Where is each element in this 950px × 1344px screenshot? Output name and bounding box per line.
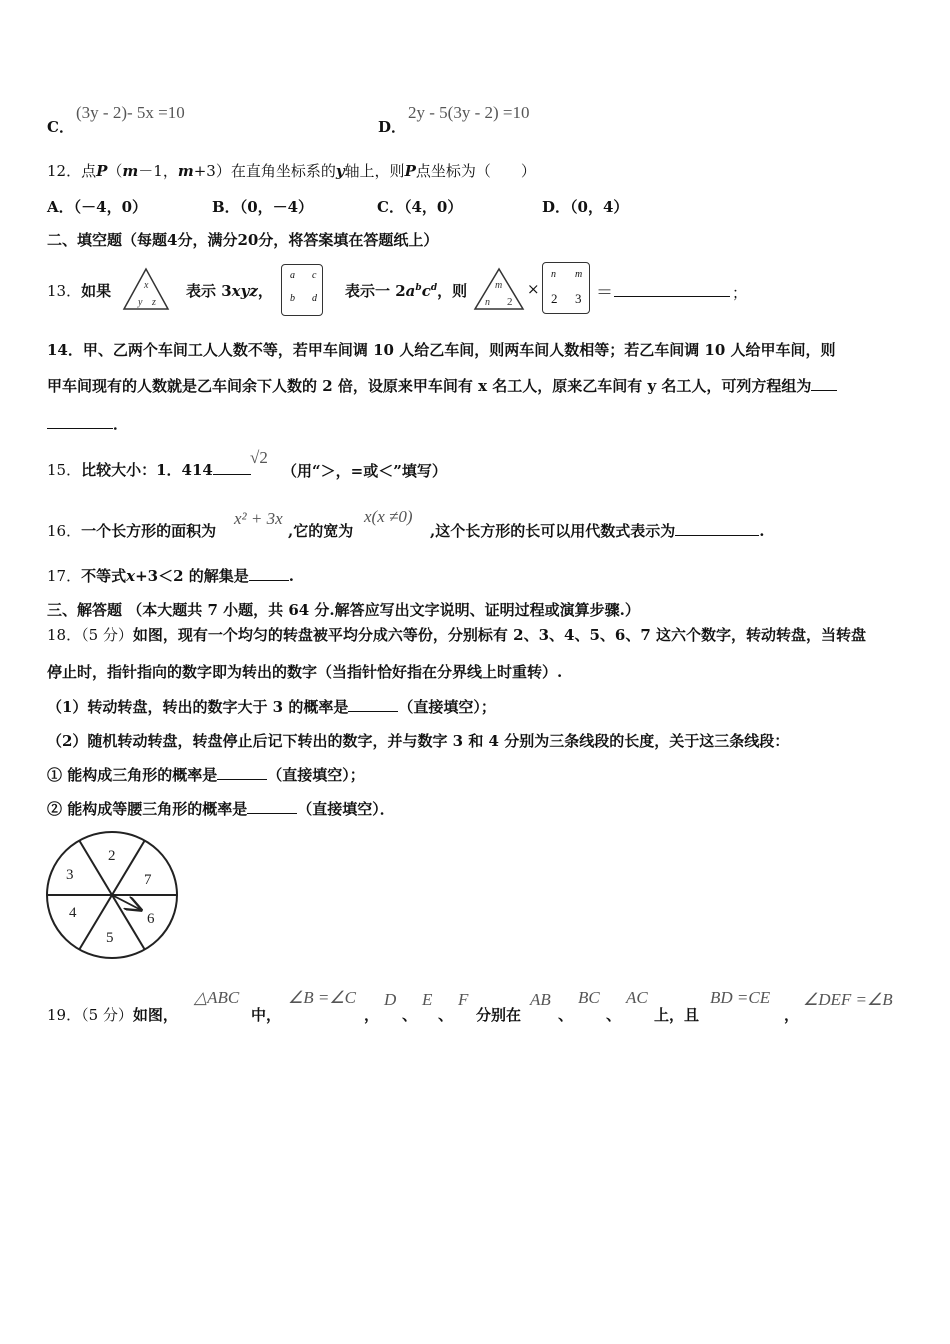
option-c-expression: (3y - 2)- 5x =10 bbox=[76, 103, 185, 122]
q19-seg-bc: BC bbox=[578, 988, 600, 1007]
q13-equals: ＝ bbox=[596, 283, 613, 303]
q15-answer-blank[interactable] bbox=[213, 460, 251, 475]
q18-sub-2: ② 能构成等腰三角形的概率是 （直接填空）． bbox=[47, 800, 395, 818]
q12-option-d: D．（0，4） bbox=[542, 198, 629, 216]
q19-sep: 、 bbox=[606, 1006, 622, 1024]
sq1-bl: b bbox=[290, 293, 295, 304]
sq1-tr: c bbox=[312, 270, 317, 281]
q13-answer-blank[interactable] bbox=[614, 280, 730, 297]
q16-area-expr: x² + 3x bbox=[234, 509, 283, 528]
q16-number: 16．一个长方形的面积为 bbox=[47, 522, 217, 540]
q19-seg-ac: AC bbox=[626, 988, 648, 1007]
triangle-symbol-1 bbox=[122, 266, 170, 312]
q16-text-length: ,这个长方形的长可以用代数式表示为 . bbox=[430, 522, 765, 540]
q17-answer-blank[interactable] bbox=[249, 566, 289, 581]
square-symbol-2 bbox=[542, 262, 590, 314]
q12-text: +3）在直角坐标系的 bbox=[193, 162, 336, 180]
q14-line-1: 14．甲、乙两个车间工人人数不等，若甲车间调 10 人给乙车间，则两车间人数相等；若乙车间调 10 人给甲车间，则 bbox=[47, 341, 836, 359]
q16-text-width: ,它的宽为 bbox=[288, 522, 354, 540]
q19-point-f: F bbox=[458, 990, 469, 1009]
sq2-tl: n bbox=[551, 269, 556, 280]
q19-triangle-abc: △ABC bbox=[194, 988, 240, 1007]
q15-instruction: （用“＞，=或＜”填写） bbox=[282, 462, 447, 480]
q12-text: 点 bbox=[81, 162, 97, 180]
q19-bd-ce: BD =CE bbox=[710, 988, 771, 1007]
spinner-label: 2 bbox=[108, 848, 116, 864]
sq2-br: 3 bbox=[575, 291, 582, 306]
q14-line-2: 甲车间现有的人数就是乙车间余下人数的 2 倍，设原来甲车间有 x 名工人，原来乙车间有 y 名工人，可列方程组为 bbox=[47, 376, 910, 396]
q13-number: 13．如果 bbox=[47, 282, 112, 300]
question-15: 15．比较大小：1．414 bbox=[47, 460, 910, 480]
q12-option-a: A．（－4，0） bbox=[47, 198, 148, 216]
q18-part-2: （2）随机转动转盘，转盘停止后记下转出的数字，并与数字 3 和 4 分别为三条线段的长度，关于这三条线段： bbox=[47, 732, 790, 750]
section-2-heading: 二、填空题（每题4分，满分20分，将答案填在答题纸上） bbox=[47, 231, 439, 249]
tri2-right: 2 bbox=[507, 296, 513, 308]
q18-part1-blank[interactable] bbox=[348, 697, 398, 712]
tri1-right: z bbox=[152, 297, 156, 308]
sq2-bl: 2 bbox=[551, 291, 558, 306]
option-c-label: C． bbox=[47, 118, 74, 136]
q12-text: －1， bbox=[138, 162, 178, 180]
spinner-diagram bbox=[44, 828, 184, 962]
q12-text: 点坐标为（ ） bbox=[415, 162, 536, 180]
q12-var-y: y bbox=[335, 162, 345, 180]
q12-text: 轴上，则 bbox=[344, 162, 405, 180]
q18-sub1-blank[interactable] bbox=[217, 765, 267, 780]
question-17: 17．不等式x+3＜2 的解集是 . bbox=[47, 567, 294, 585]
q14-line-3: ． bbox=[47, 414, 910, 434]
q19-text-and: 上，且 bbox=[654, 1006, 700, 1024]
question-number: 12． bbox=[47, 162, 82, 180]
q12-var-p: P bbox=[404, 162, 416, 180]
q19-comma: ， bbox=[364, 1006, 380, 1024]
tri2-left: n bbox=[485, 297, 490, 308]
spinner-label: 5 bbox=[106, 930, 114, 946]
q12-var-m: m bbox=[177, 162, 194, 180]
q16-answer-blank[interactable] bbox=[675, 521, 759, 536]
option-d-label: D． bbox=[378, 118, 407, 136]
q12-option-b: B．（0，－4） bbox=[212, 198, 314, 216]
q19-angle-eq: ∠B =∠C bbox=[288, 988, 356, 1007]
q19-sep: 、 bbox=[402, 1006, 418, 1024]
q12-text: （ bbox=[107, 162, 123, 180]
q19-point-e: E bbox=[422, 990, 433, 1009]
q19-seg-ab: AB bbox=[530, 990, 551, 1009]
tri1-left: y bbox=[138, 297, 143, 308]
tri1-top: x bbox=[144, 280, 149, 291]
q19-number: 19．（5 分）如图， bbox=[47, 1006, 178, 1024]
sq1-br: d bbox=[312, 293, 317, 304]
q18-part-1: （1）转动转盘，转出的数字大于 3 的概率是 （直接填空）； bbox=[47, 698, 496, 716]
q13-end: ； bbox=[732, 284, 748, 302]
q12-option-c: C．（4，0） bbox=[377, 198, 463, 216]
q18-sub2-blank[interactable] bbox=[247, 799, 297, 814]
q14-answer-blank[interactable] bbox=[811, 376, 837, 391]
q19-sep: 、 bbox=[558, 1006, 574, 1024]
spinner-label: 4 bbox=[69, 905, 77, 921]
q13-means-1: 表示 3xyz， bbox=[186, 282, 273, 300]
sq2-tr: m bbox=[575, 269, 583, 280]
q19-text-in: 中， bbox=[251, 1006, 282, 1024]
question-12 bbox=[47, 161, 910, 181]
times-sign: × bbox=[527, 280, 540, 298]
q12-var-p: P bbox=[96, 162, 108, 180]
q19-text-on: 分别在 bbox=[476, 1006, 522, 1024]
spinner-label: 7 bbox=[144, 872, 152, 888]
q18-sub-1: ① 能构成三角形的概率是 （直接填空）； bbox=[47, 766, 365, 784]
sq1-tl: a bbox=[290, 270, 295, 281]
q13-means-2: 表示一 $2a^bc^d$，则 bbox=[345, 282, 468, 300]
q19-point-d: D bbox=[384, 990, 397, 1009]
square-symbol-1 bbox=[281, 264, 323, 316]
tri2-top: m bbox=[495, 280, 503, 291]
q12-var-m: m bbox=[122, 162, 139, 180]
q19-comma: ， bbox=[784, 1006, 800, 1024]
triangle-symbol-2 bbox=[473, 266, 525, 312]
spinner-label: 6 bbox=[147, 911, 155, 927]
section-3-heading: 三、解答题 （本大题共 7 小题，共 64 分.解答应写出文字说明、证明过程或演算步骤.） bbox=[47, 601, 640, 619]
option-d-expression: 2y - 5(3y - 2) =10 bbox=[408, 103, 530, 122]
q18-line-1: 18．（5 分）如图，现有一个均匀的转盘被平均分成六等份，分别标有 2、3、4、5、6、7 这六个数字，转动转盘，当转盘 bbox=[47, 626, 866, 644]
q16-width-expr: x(x ≠0) bbox=[364, 507, 413, 526]
q19-angle-def: ∠DEF =∠B bbox=[803, 990, 893, 1009]
q19-sep: 、 bbox=[438, 1006, 454, 1024]
spinner-label: 3 bbox=[66, 867, 74, 883]
q18-line-2: 停止时，指针指向的数字即为转出的数字（当指针恰好指在分界线上时重转）. bbox=[47, 663, 563, 681]
sqrt-two: √2 bbox=[250, 448, 268, 467]
q14-answer-blank-continued[interactable] bbox=[47, 414, 113, 429]
